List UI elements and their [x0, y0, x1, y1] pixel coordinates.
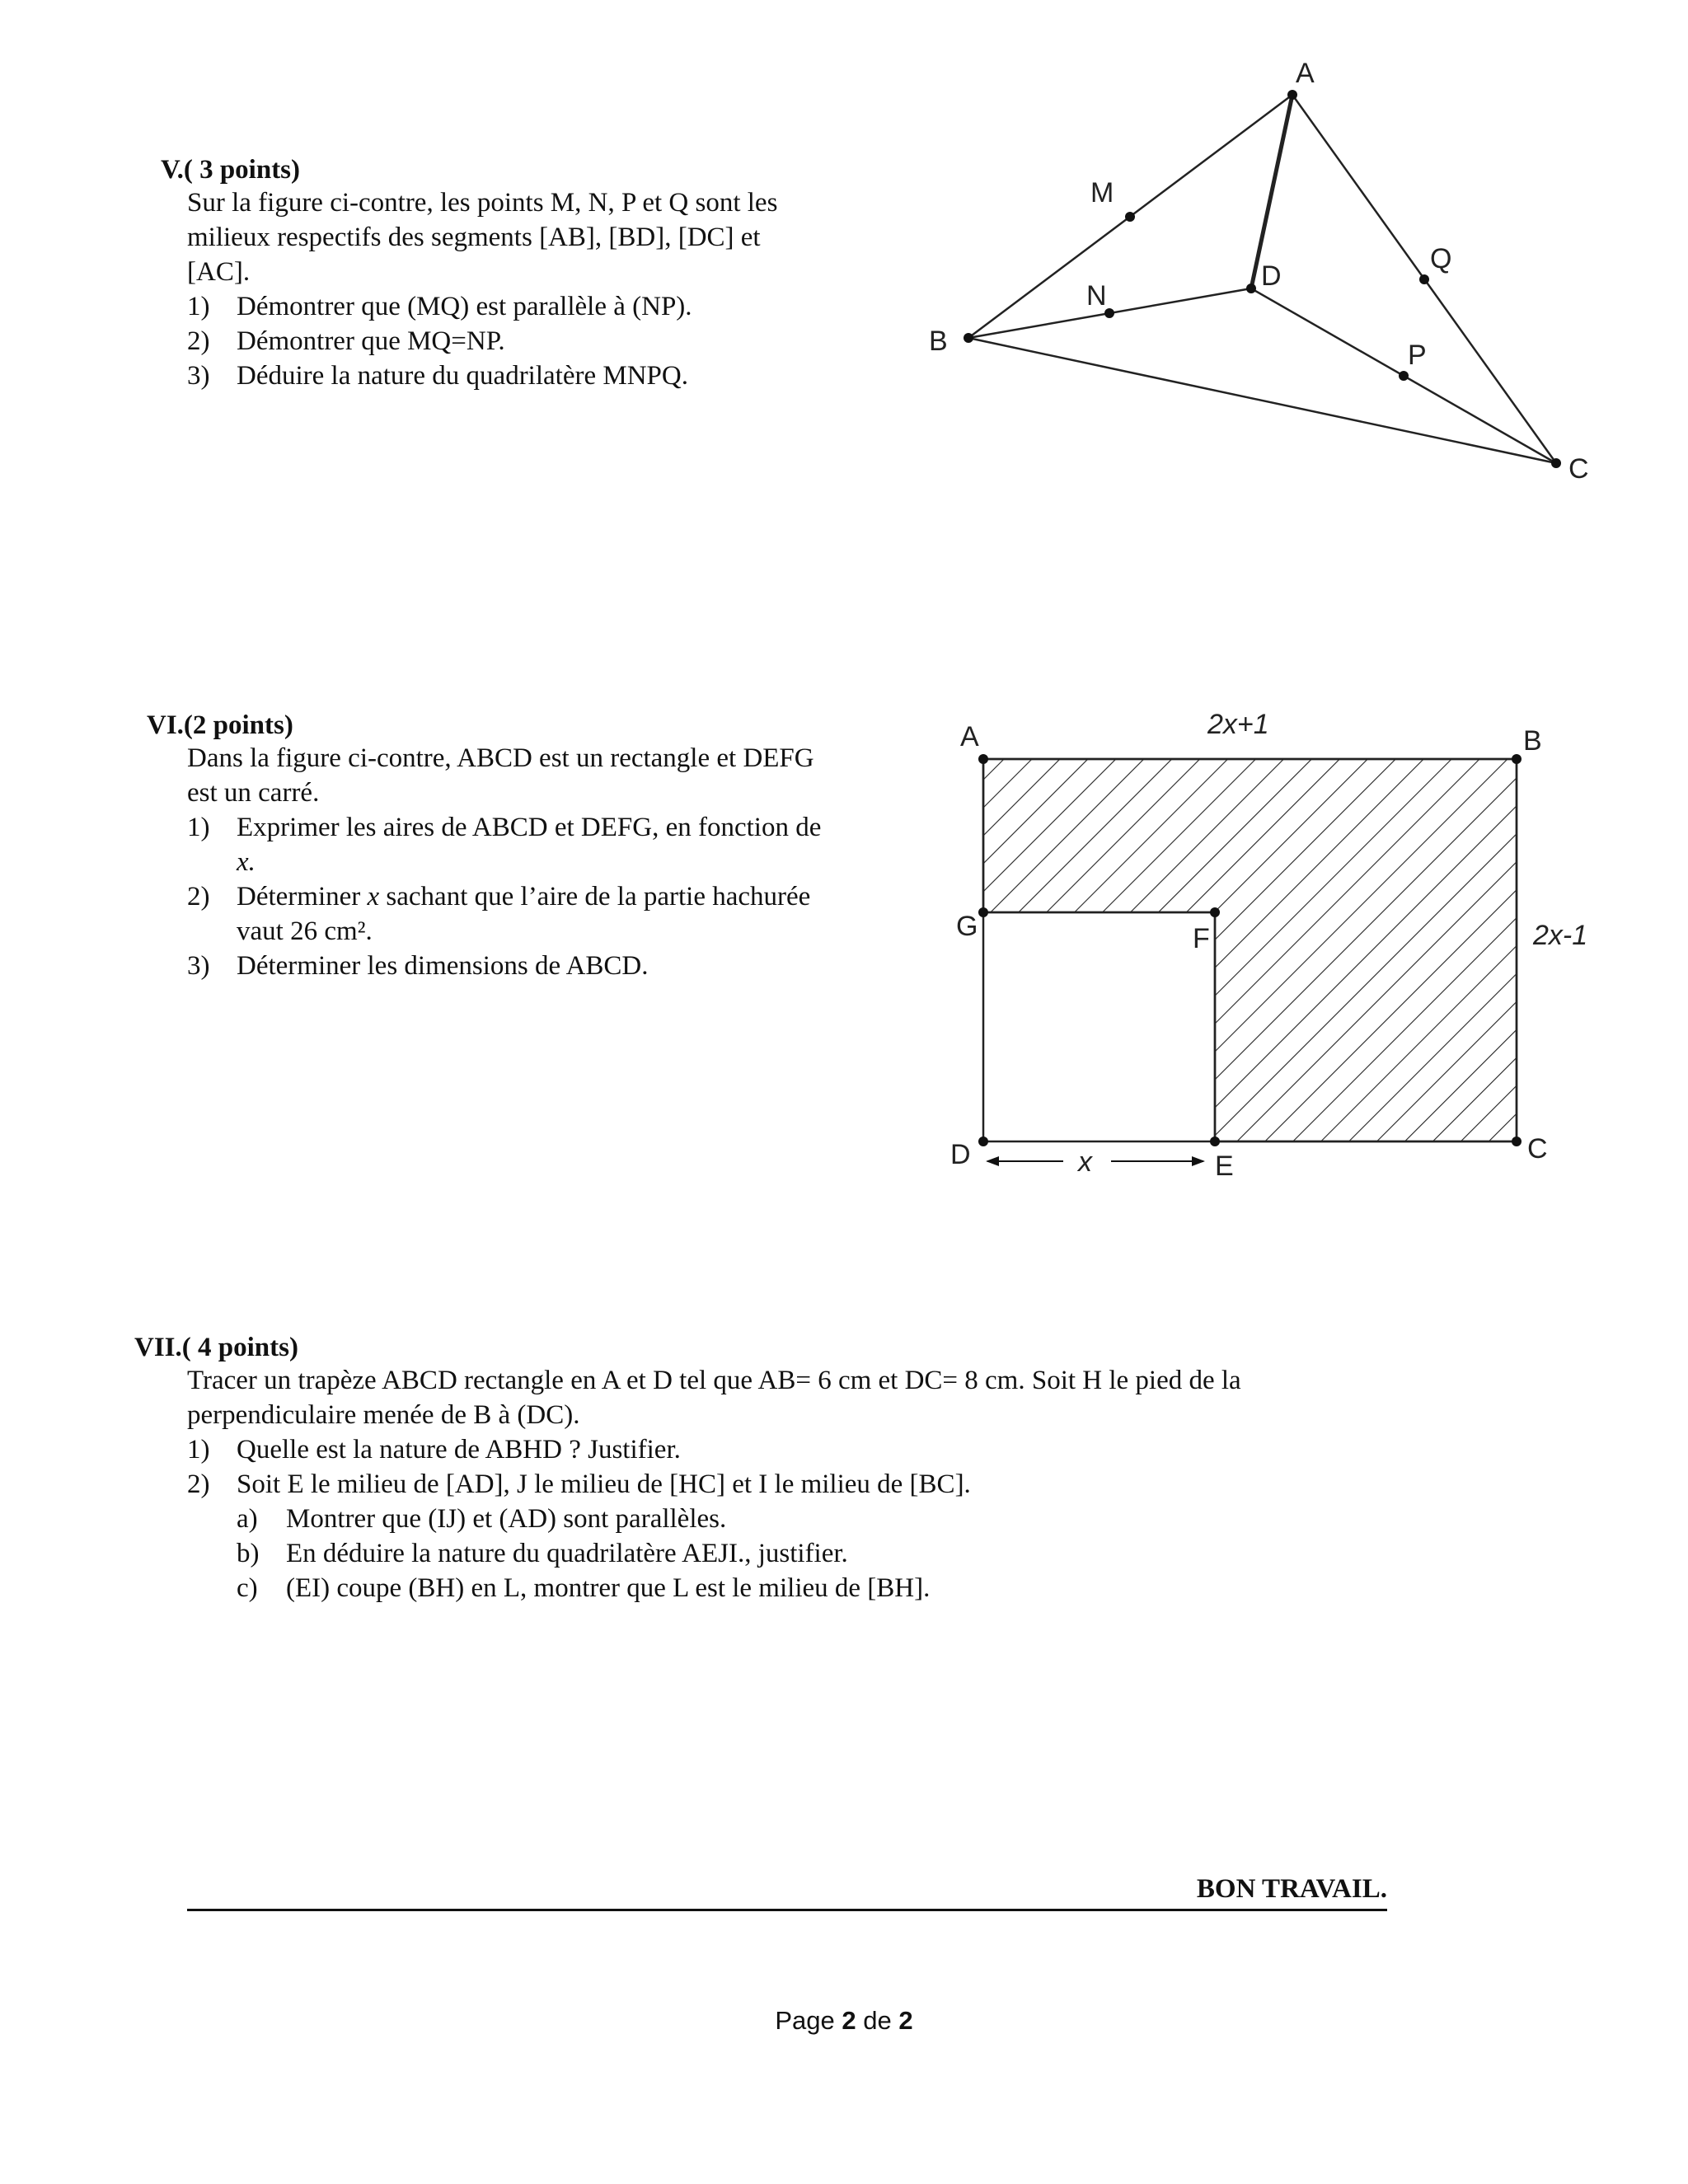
- segment-bc: [968, 338, 1556, 463]
- rect-point-g: [978, 907, 988, 917]
- ex6-line-1: Dans la figure ci-contre, ABCD est un rectangle et DEFG: [187, 743, 814, 773]
- ex7-question-2: 2) Soit E le milieu de [AD], J le milieu de [HC] et I le milieu de [BC].: [187, 1469, 971, 1499]
- label-q: Q: [1430, 243, 1452, 274]
- label-c: C: [1568, 453, 1589, 485]
- page-number: Page 2 de 2: [775, 2006, 913, 2035]
- ex5-title: V.( 3 points): [161, 155, 301, 185]
- figure-rectangle: [983, 759, 1517, 1141]
- point-p: [1399, 371, 1409, 381]
- label-a: A: [1296, 58, 1315, 89]
- ex5-question-2: 2) Démontrer que MQ=NP.: [187, 326, 505, 356]
- ex6-question-2: 2) Déterminer x sachant que l’aire de la partie hachurée: [187, 882, 811, 912]
- ex5-line-2: milieux respectifs des segments [AB], [BD], [DC] et: [187, 223, 761, 252]
- rect-point-b: [1512, 754, 1522, 764]
- ex7-subquestion-c: c) (EI) coupe (BH) en L, montrer que L est le milieu de [BH].: [237, 1573, 931, 1603]
- ex7-question-1: 1) Quelle est la nature de ABHD ? Justifier.: [187, 1435, 681, 1465]
- label-b: B: [929, 326, 948, 357]
- rect-label-d: D: [950, 1139, 971, 1170]
- rect-point-c: [1512, 1137, 1522, 1146]
- rect-point-a: [978, 754, 988, 764]
- x-dimension-arrow: [987, 1146, 1203, 1178]
- ex6-line-2: est un carré.: [187, 778, 320, 808]
- ex7-title: VII.( 4 points): [134, 1333, 298, 1362]
- rect-label-b: B: [1523, 725, 1542, 757]
- x-dimension-label: x: [1078, 1146, 1092, 1178]
- point-m: [1125, 212, 1135, 222]
- ex6-question-3: 3) Déterminer les dimensions de ABCD.: [187, 951, 649, 981]
- label-p: P: [1408, 340, 1427, 371]
- label-n: N: [1086, 280, 1107, 312]
- ex5-line-1: Sur la figure ci-contre, les points M, N, P et Q sont les: [187, 188, 778, 218]
- ex5-question-3: 3) Déduire la nature du quadrilatère MNPQ.: [187, 361, 688, 391]
- rect-label-e: E: [1215, 1151, 1234, 1182]
- rect-point-d: [978, 1137, 988, 1146]
- point-b: [964, 333, 973, 343]
- rect-label-c: C: [1527, 1133, 1548, 1165]
- rect-point-f: [1210, 907, 1220, 917]
- label-d: D: [1261, 260, 1282, 292]
- ex6-question-2-cont: vaut 26 cm².: [237, 916, 373, 946]
- ex7-subquestion-a: a) Montrer que (IJ) et (AD) sont parallèles.: [237, 1504, 727, 1534]
- point-c: [1551, 458, 1561, 468]
- rect-label-f: F: [1193, 923, 1210, 954]
- hatched-region: [983, 759, 1517, 1141]
- ex6-title: VI.(2 points): [147, 710, 293, 740]
- rect-label-g: G: [956, 911, 978, 942]
- point-q: [1419, 274, 1429, 284]
- segment-ad: [1251, 95, 1292, 288]
- closing-text: BON TRAVAIL.: [1196, 1874, 1387, 1904]
- ex6-question-1-cont: x.: [237, 847, 256, 877]
- ex7-subquestion-b: b) En déduire la nature du quadrilatère AEJI., justifier.: [237, 1539, 848, 1568]
- ex5-line-3: [AC].: [187, 257, 251, 287]
- ex6-question-1: 1) Exprimer les aires de ABCD et DEFG, en fonction de: [187, 813, 822, 842]
- point-d: [1246, 284, 1256, 293]
- side-length-label: 2x-1: [1533, 920, 1588, 951]
- top-length-label: 2x+1: [1207, 709, 1269, 740]
- label-m: M: [1090, 177, 1114, 209]
- rect-point-e: [1210, 1137, 1220, 1146]
- ex7-line-1: Tracer un trapèze ABCD rectangle en A et D tel que AB= 6 cm et DC= 8 cm. Soit H le pied de la: [187, 1366, 1241, 1395]
- point-a: [1287, 90, 1297, 100]
- rect-label-a: A: [960, 721, 979, 752]
- ex7-line-2: perpendiculaire menée de B à (DC).: [187, 1400, 580, 1430]
- ex5-question-1: 1) Démontrer que (MQ) est parallèle à (NP).: [187, 292, 692, 321]
